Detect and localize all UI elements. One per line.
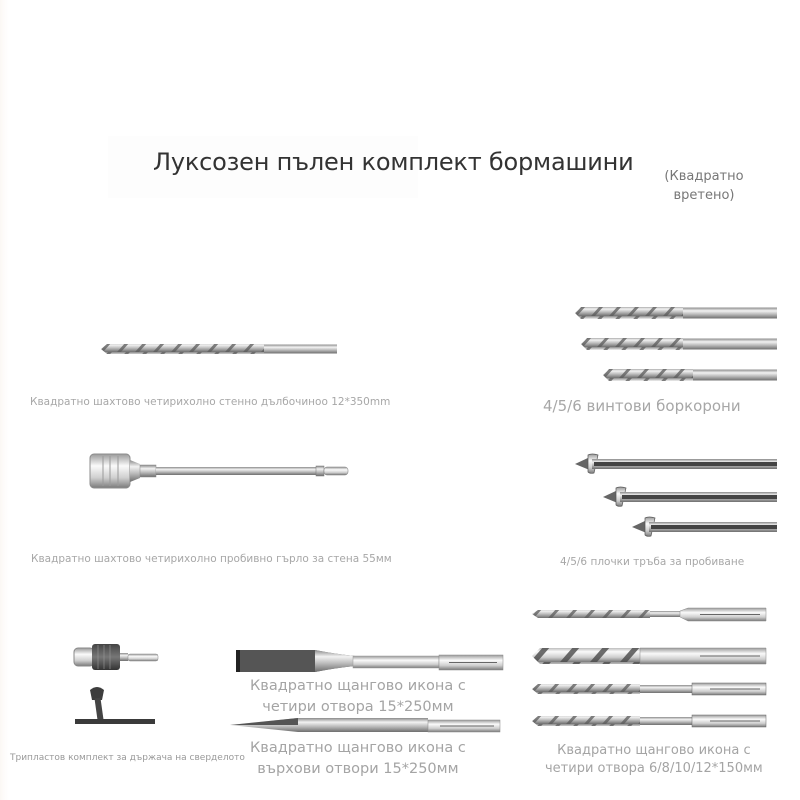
item-caption-chuck-set: Трипластов комплект за държача на сверделото	[10, 753, 245, 763]
drill-chuck-and-key-icon	[72, 642, 162, 726]
caption-line-1: Квадратно щангово икона с	[250, 740, 466, 756]
left-edge-shadow	[0, 0, 9, 800]
caption-line-2: четири отвора 15*250мм	[262, 699, 454, 715]
hole-saw-core-bit-icon	[88, 452, 353, 490]
point-chisel-icon	[228, 715, 504, 737]
item-caption-twist-drill-bits: 4/5/6 винтови боркорони	[543, 397, 741, 415]
item-caption-flat-chisel	[250, 676, 466, 718]
caption-line-1: Квадратно щангово икона с	[557, 743, 751, 758]
subtitle-line-1: (Квадратно	[664, 169, 744, 184]
caption-line-2: четири отвора 6/8/10/12*150мм	[545, 761, 763, 776]
tile-glass-drill-bits-icon	[574, 453, 780, 543]
twist-drill-bits-set-icon	[573, 306, 779, 384]
flat-chisel-icon	[235, 647, 505, 675]
item-caption-deep-wall-drill: Квадратно шахтово четирихолно стенно дълбочиноо 12*350mm	[30, 396, 391, 408]
caption-line-2: върхови отвори 15*250мм	[257, 761, 459, 777]
long-twist-drill-bit-icon	[99, 342, 339, 356]
caption-line-1: Квадратно щангово икона с	[250, 678, 466, 694]
subtitle-line-2: вретено)	[673, 188, 735, 203]
item-caption-wall-core-bit: Квадратно шахтово четирихолно пробивно гърло за стена 55мм	[31, 553, 392, 565]
sds-masonry-drill-bits-icon	[530, 608, 770, 732]
page-title: Луксозен пълен комплект бормашини	[153, 148, 634, 176]
item-caption-point-chisel	[250, 738, 466, 780]
page-subtitle	[656, 167, 752, 205]
item-caption-tile-drill-bits: 4/5/6 плочки тръба за пробиване	[560, 556, 745, 568]
item-caption-sds-drill-bits	[545, 742, 763, 778]
